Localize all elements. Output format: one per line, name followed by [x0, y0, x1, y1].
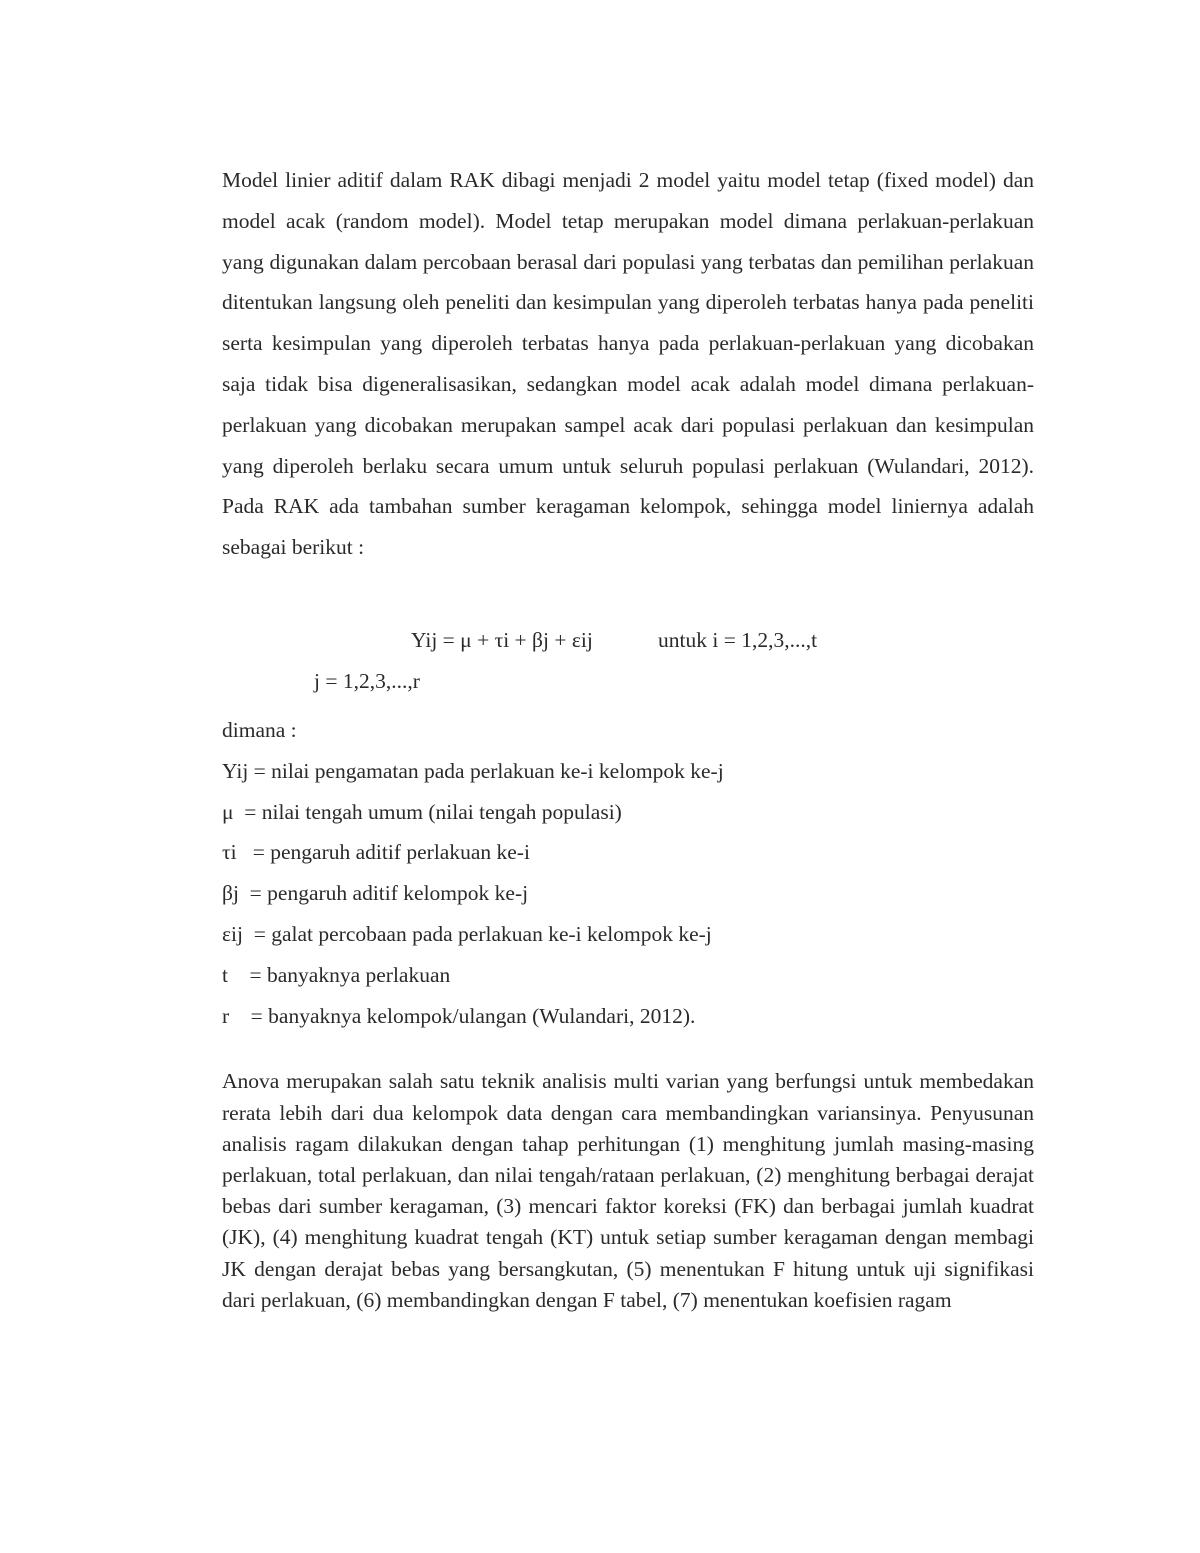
definition-text: = banyaknya perlakuan [227, 962, 451, 987]
definition-item [222, 914, 1034, 955]
definition-symbol: Yij [222, 758, 249, 783]
equation-condition-j: j = 1,2,3,...,r [314, 668, 420, 693]
definition-symbol: t [222, 962, 228, 987]
definition-text: = nilai pengamatan pada perlakuan ke-i kelompok ke-j [248, 758, 724, 783]
definition-text: = pengaruh aditif kelompok ke-j [238, 881, 529, 906]
definition-item [222, 873, 1034, 914]
definition-symbol: μ [222, 799, 234, 824]
model-equation [222, 628, 1034, 710]
definition-text: = galat percobaan pada perlakuan ke-i kelompok ke-j [242, 921, 712, 946]
definition-text: = pengaruh aditif perlakuan ke-i [236, 840, 530, 865]
document-page [222, 160, 1034, 1316]
definition-symbol: εij [222, 921, 243, 946]
equation-condition-i: untuk i = 1,2,3,...,t [658, 627, 818, 652]
definition-symbol: τi [222, 840, 237, 865]
paragraph-anova: Anova merupakan salah satu teknik analisis multi varian yang berfungsi untuk membedakan rerata lebih dari dua kelompok data dengan cara membandingkan variansinya. Penyusunan analisis ragam dilakukan dengan tahap perhitungan (1) menghitung jumlah masing-masing perlakuan, total perlakuan, dan nilai tengah/rataan perlakuan, (2) menghitung berbagai derajat bebas dari sumber keragaman, (3) mencari faktor koreksi (FK) dan berbagai jumlah kuadrat (JK), (4) menghitung kuadrat tengah (KT) untuk setiap sumber keragaman dengan membagi JK dengan derajat bebas yang bersangkutan, (5) menentukan F hitung untuk uji signifikasi dari perlakuan, (6) membandingkan dengan F tabel, (7) menentukan koefisien ragam [222, 1069, 1034, 1312]
definitions-list [222, 710, 1034, 1036]
definition-item [222, 832, 1034, 873]
definition-item [222, 996, 1034, 1037]
paragraph-model-linier: Model linier aditif dalam RAK dibagi menjadi 2 model yaitu model tetap (fixed model) dan model acak (random model). Model tetap merupakan model dimana perlakuan-perlakuan yang digunakan dalam percobaan berasal dari populasi yang terbatas dan pemilihan perlakuan ditentukan langsung oleh peneliti dan kesimpulan yang diperoleh terbatas hanya pada peneliti serta kesimpulan yang diperoleh terbatas hanya pada perlakuan-perlakuan yang dicobakan saja tidak bisa digeneralisasikan, sedangkan model acak adalah model dimana perlakuan-perlakuan yang dicobakan merupakan sampel acak dari populasi perlakuan dan kesimpulan yang diperoleh berlaku secara umum untuk seluruh populasi perlakuan (Wulandari, 2012). Pada RAK ada tambahan sumber keragaman kelompok, sehingga model liniernya adalah sebagai berikut : [222, 168, 1034, 560]
definition-symbol: βj [222, 881, 239, 906]
definition-text: = nilai tengah umum (nilai tengah populasi) [233, 799, 622, 824]
definition-text: = banyaknya kelompok/ulangan (Wulandari, 2012). [229, 1003, 696, 1028]
definitions-intro [222, 710, 1034, 751]
definition-item [222, 955, 1034, 996]
equation-formula: Yij = μ + τi + βj + εij [411, 627, 593, 652]
definition-item [222, 751, 1034, 792]
definition-symbol: r [222, 1003, 230, 1028]
definitions-intro-text: dimana : [222, 717, 297, 742]
definition-item [222, 792, 1034, 833]
